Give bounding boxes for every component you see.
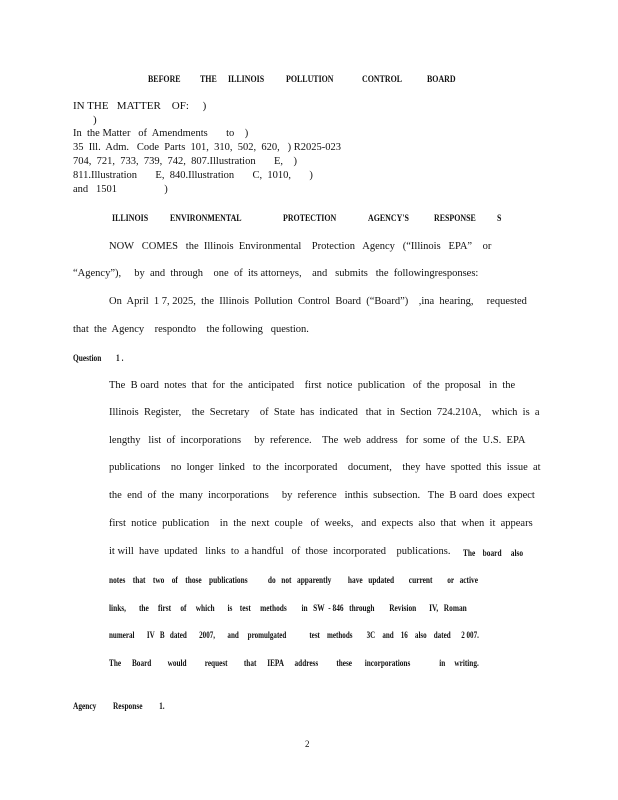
title-environmental: ENVIRONMENTAL [170, 213, 242, 223]
caption-line-5: 704, 721, 733, 739, 742, 807.Illustration E, ) [73, 156, 297, 167]
intro-p2-line1: On April 1 7, 2025, the Illinois Pollution Control Board (“Board”) ,ina hearing, requested [109, 296, 527, 307]
question-line-7-tail: The board also [463, 548, 524, 558]
question-line-8: notes that two of those publications do not apparently have updated current or active [109, 575, 479, 585]
header-illinois: ILLINOIS [228, 74, 265, 84]
header-control: CONTROL [362, 74, 403, 84]
question-line-3: lengthy list of incorporations by reference. The web address for some of the U.S. EPA [109, 435, 526, 446]
title-protection: PROTECTION [283, 213, 337, 223]
title-illinois: ILLINOIS [112, 213, 149, 223]
header-the: THE [200, 74, 217, 84]
header-pollution: POLLUTION [286, 74, 334, 84]
question-line-9: links, the first of which is test methods in SW - 846 through Revision IV, Roman [109, 603, 467, 613]
question-line-2: Illinois Register, the Secretary of State has indicated that in Section 724.210A, which is a [109, 407, 540, 418]
intro-p2-line2: that the Agency respondto the following question. [73, 324, 309, 335]
question-label: Question 1 . [73, 353, 124, 363]
caption-line-7: and 1501 ) [73, 184, 168, 195]
caption-line-6: 811.Illustration E, 840.Illustration C, 1010, ) [73, 170, 313, 181]
caption-line-1: IN THE MATTER OF: ) [73, 100, 207, 112]
caption-line-3: In the Matter of Amendments to ) [73, 128, 249, 139]
question-line-11: The Board would request that IEPA address these incorporations in writing. [109, 658, 479, 668]
intro-p1-line1: NOW COMES the Illinois Environmental Protection Agency (“Illinois EPA” or [109, 241, 492, 252]
question-line-7: it will have updated links to a handful of those incorporated publications. [109, 546, 451, 557]
intro-p1-line2: “Agency”), by and through one of its attorneys, and submits the followingresponses: [73, 268, 479, 279]
page-number: 2 [305, 739, 310, 749]
question-line-10: numeral IV B dated 2007, and promulgated test methods 3C and 16 also dated 2 007. [109, 630, 479, 640]
title-response: RESPONSE [434, 213, 476, 223]
header-before: BEFORE [148, 74, 181, 84]
title-s: S [497, 213, 502, 223]
question-line-6: first notice publication in the next couple of weeks, and expects also that when it appears [109, 518, 533, 529]
response-label: Agency Response 1. [73, 701, 165, 711]
caption-line-2: ) [93, 114, 97, 126]
question-line-5: the end of the many incorporations by reference inthis subsection. The B oard does expect [109, 490, 535, 501]
question-line-4: publications no longer linked to the incorporated document, they have spotted this issue at [109, 462, 541, 473]
header-board: BOARD [427, 74, 456, 84]
title-agencys: AGENCY'S [368, 213, 409, 223]
caption-line-4: 35 Ill. Adm. Code Parts 101, 310, 502, 620, ) R2025-023 [73, 142, 342, 153]
question-line-1: The B oard notes that for the anticipated first notice publication of the proposal in the [109, 380, 516, 391]
